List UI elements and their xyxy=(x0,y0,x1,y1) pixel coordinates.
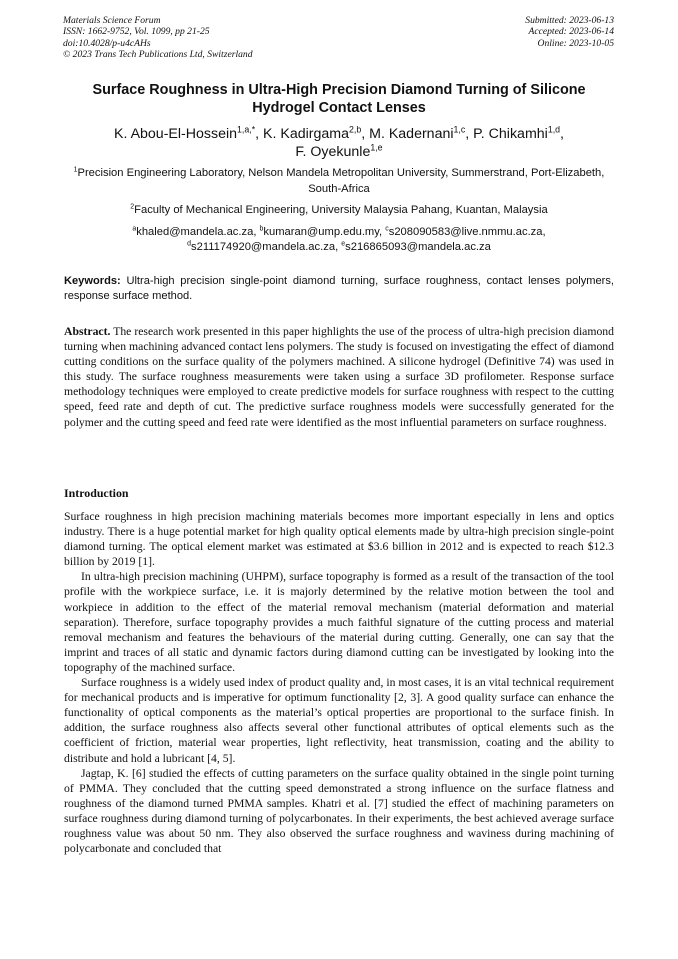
paragraph: Surface roughness is a widely used index of product quality and, in most cases, it is an vital technical requirement for mechanical products and is imperative for optimum functionality [2, 3]. A good quality surface can enhance the functionality of optical components as the material’s optical properties are proportional to the surface finish. In addition, the surface roughness also affects several other functional attributes of optical elements such as the coefficient of friction, material wear properties, light reflectivity, heat transmission, coating and the ability to distribute and hold a lubricant [4, 5]. xyxy=(64,676,614,765)
author-list: K. Abou-El-Hossein$^{1,a,*}$, K. Kadirgama$^{2,b}$, M. Kadernani$^{1,c}$, P. Chikamhi$^{1,d}$, F. Oyekunle$^{1,e}$ xyxy=(114,124,564,160)
abstract-label: Abstract. xyxy=(64,325,111,338)
author-name: P. Chikamhi xyxy=(473,126,548,142)
email[interactable]: s216865093@mandela.ac.za xyxy=(345,241,491,253)
journal-header xyxy=(63,15,253,61)
journal-name: Materials Science Forum xyxy=(63,15,161,26)
author-name: F. Oyekunle xyxy=(295,143,371,160)
author-name: K. Kadirgama xyxy=(263,126,349,142)
affiliation xyxy=(60,166,618,197)
affiliation-sup: 1 xyxy=(73,166,78,174)
keywords-text: Ultra-high precision single-point diamond turning, surface roughness, contact lenses polymers, response surface method. xyxy=(64,275,614,303)
email-list: $^a$khaled@mandela.ac.za, $^b$kumaran@ump.edu.my, $^c$s208090583@live.nmmu.ac.za, $^d$s211174920@mandela.ac.za, $^e$s216865093@mandela.ac.za xyxy=(132,225,546,253)
affiliation xyxy=(60,203,618,219)
paper-title: Surface Roughness in Ultra-High Precision Diamond Turning of Silicone Hydrogel Contact Lenses xyxy=(92,82,586,116)
email[interactable]: khaled@mandela.ac.za xyxy=(136,226,254,238)
email[interactable]: kumaran@ump.edu.my xyxy=(263,226,380,238)
email-sup: b xyxy=(259,225,264,233)
online-date: Online: 2023-10-05 xyxy=(537,37,614,49)
paragraph: In ultra-high precision machining (UHPM), surface topography is formed as a result of the transaction of the tool profile with the workpiece surface, i.e. it is majorly determined by the relative motion between the tool and workpiece in addition to the effect of the material removal mechanism (material deformation and material separation). Therefore, surface topography provides a much faithful signature of the cutting process and material removal mechanism and features the behaviours of the material during cutting. Generally, one can say that the imprint and traces of all static and dynamic factors during diamond cutting can be investigated by looking into the topography of the machined surface. xyxy=(64,570,614,674)
email[interactable]: s208090583@live.nmmu.ac.za xyxy=(388,226,543,238)
affiliation-text: Precision Engineering Laboratory, Nelson Mandela Metropolitan University, Summerstrand, Port-Elizabeth, South-Africa xyxy=(77,167,605,195)
copyright: © 2023 Trans Tech Publications Ltd, Switzerland xyxy=(63,49,253,61)
accepted-date: Accepted: 2023-06-14 xyxy=(528,26,614,38)
keywords-label: Keywords: xyxy=(64,275,121,287)
abstract xyxy=(64,324,614,430)
author-sup: 1,e xyxy=(370,141,383,152)
issn: ISSN: 1662-9752, Vol. 1099, pp 21-25 xyxy=(63,26,210,38)
abstract-text: The research work presented in this paper highlights the use of the process of ultra-high precision diamond turning when machining advanced contact lens polymers. The study is focused on investigating the effect of diamond cutting conditions on the surface quality of the polymers machined. A silicone hydrogel (Definitive 74) was used in this study. The surface roughness measurements were taken using a surface 3D profilometer. Response surface methodology techniques were employed to create predictive models for surface roughness with respect to the cutting speed, feed rate and depth of cut. The predictive surface roughness models were successfully generated for the polymer and the cutting speed and feed rate were identified as the most influential parameters on surface roughness. xyxy=(64,325,614,429)
author-name: M. Kadernani xyxy=(369,126,454,142)
section-heading: Introduction xyxy=(64,486,129,500)
author-sup: 1,a,* xyxy=(237,124,256,135)
introduction-body xyxy=(64,509,614,856)
author-sup: 1,d xyxy=(547,124,561,135)
email-sup: e xyxy=(341,240,346,248)
paragraph: Jagtap, K. [6] studied the effects of cutting parameters on the surface quality obtained in the single point turning of PMMA. They concluded that the cutting speed demonstrated a strong influence on the surface flatness and roughness of the diamond turned PMMA samples. Khatri et al. [7] studied the effect of machining parameters on surface roughness during diamond turning of polycarbonates. In their experiments, the best achieved average surface roughness value was about 50 nm. They also observed the surface roughness and waviness during machining of polycarbonate and concluded that xyxy=(64,766,614,856)
author-name: K. Abou-El-Hossein xyxy=(114,126,238,142)
submitted-date: Submitted: 2023-06-13 xyxy=(525,15,614,26)
author-sup: 1,c xyxy=(453,124,466,135)
affiliation-sup: 2 xyxy=(130,203,135,211)
email-sup: a xyxy=(132,225,137,233)
paragraph: Surface roughness in high precision machining materials becomes more important especially in lens and optics industry. There is a huge potential market for high quality optical elements made by ultra-high precision single-point diamond turning. The optical element market was estimated at $3.6 billion in 2012 and is expected to reach $12.3 billion by 2019 [1]. xyxy=(64,510,614,569)
author-sup: 2,b xyxy=(349,124,362,135)
keywords xyxy=(64,274,614,305)
affiliation-text: Faculty of Mechanical Engineering, University Malaysia Pahang, Kuantan, Malaysia xyxy=(134,204,548,216)
email-sup: d xyxy=(187,240,191,248)
email[interactable]: s211174920@mandela.ac.za xyxy=(191,241,336,253)
email-sup: c xyxy=(385,225,389,233)
doi: doi:10.4028/p-u4cAHs xyxy=(63,37,151,49)
dates-header xyxy=(525,15,614,49)
